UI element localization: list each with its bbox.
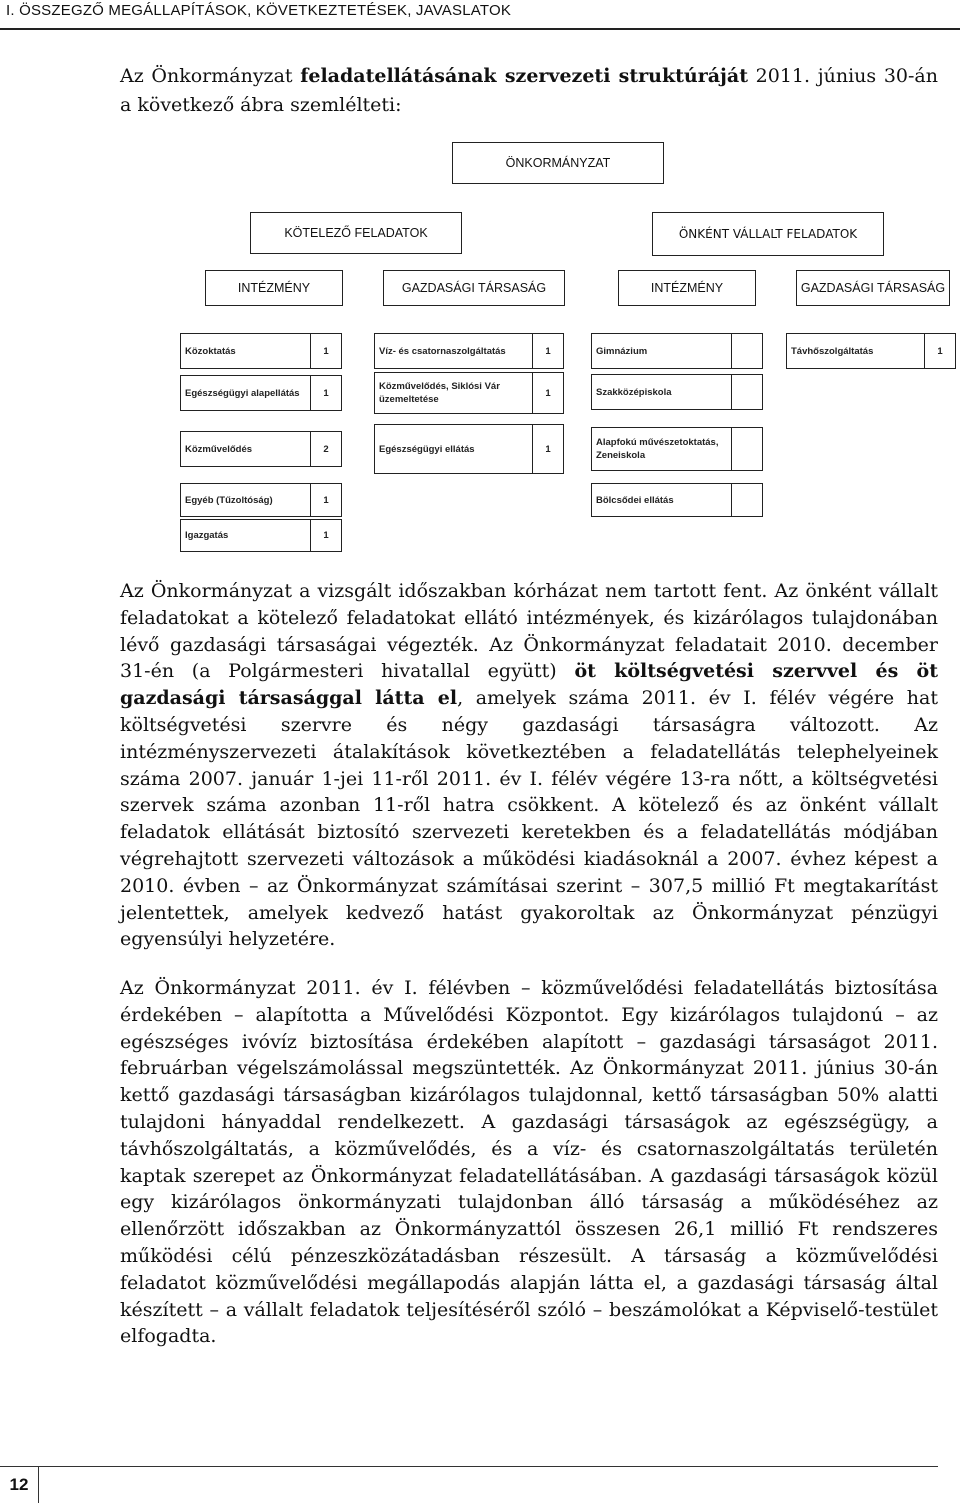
col1-row — [180, 333, 342, 369]
row-label: Közművelődés, Siklósi Vár üzemeltetése — [379, 381, 500, 405]
col3-row — [591, 483, 763, 517]
col2-row — [374, 372, 564, 414]
row-label: Egészségügyi ellátás — [379, 443, 475, 455]
intro-bold: feladatellátásának szervezeti struktúráját — [300, 65, 748, 87]
col1-row — [180, 375, 342, 411]
row-count: 1 — [532, 334, 563, 368]
row-label: Egészségügyi alapellátás — [185, 387, 300, 399]
row-count: 2 — [310, 432, 341, 466]
row-count — [731, 484, 762, 516]
col3-row — [591, 333, 763, 369]
org-vol-institution: INTÉZMÉNY — [618, 270, 756, 306]
row-count: 1 — [310, 484, 341, 516]
intro-paragraph — [120, 62, 938, 120]
header-title: I. ÖSSZEGZŐ MEGÁLLAPÍTÁSOK, KÖVETKEZTETÉSEK, JAVASLATOK — [6, 2, 512, 19]
row-count: 1 — [310, 376, 341, 410]
row-label: Igazgatás — [185, 530, 229, 541]
row-label: Alapfokú művészetoktatás, Zeneiskola — [596, 437, 719, 461]
footer-rule — [0, 1466, 938, 1467]
row-label: Távhőszolgáltatás — [791, 345, 874, 357]
row-label: Víz- és csatornaszolgáltatás — [379, 345, 506, 357]
page-number: 12 — [9, 1474, 29, 1494]
col2-row — [374, 424, 564, 474]
row-label: Bölcsődei ellátás — [596, 494, 674, 506]
row-count — [731, 375, 762, 409]
col2-row — [374, 333, 564, 369]
row-label: Közoktatás — [185, 345, 236, 357]
org-voluntary: ÖNKÉNT VÁLLALT FELADATOK — [652, 212, 884, 256]
row-count: 1 — [532, 373, 563, 413]
org-mand-institution: INTÉZMÉNY — [205, 270, 343, 306]
p1-bold: öt költségvetési szervvel és öt gazdasági társasággal látta el — [120, 660, 938, 710]
row-label: Közművelődés — [185, 443, 253, 455]
p1-text: Az Önkormányzat a vizsgált időszakban kórházat nem tartott fent. Az önként vállalt feladatokat a kötelező feladatokat ellátó intézmények, és kizárólagos tulajdonában lévő gazdasági társaságai végezték. Az Önkormányzat feladatait 2010. december 31-én (a Polgármesteri hivatallal együtt) — [120, 580, 938, 683]
org-vol-company: GAZDASÁGI TÁRSASÁG — [796, 270, 950, 306]
header-rule — [0, 28, 960, 30]
row-count: 1 — [532, 425, 563, 473]
col3-row — [591, 374, 763, 410]
footer-divider — [38, 1466, 39, 1503]
row-count: 1 — [310, 520, 341, 551]
row-count — [731, 334, 762, 368]
row-label: Szakközépiskola — [596, 386, 672, 398]
col4-row — [786, 333, 956, 369]
paragraph-1 — [120, 578, 938, 953]
col1-row — [180, 431, 342, 467]
col1-row — [180, 483, 342, 517]
row-count: 1 — [310, 334, 341, 368]
paragraph-2: Az Önkormányzat 2011. év I. félévben – közművelődési feladatellátás biztosítása érdekében – alapította a Művelődési Központot. Egy kizárólagos tulajdonú – az egészséges ivóvíz biztosítása érdekében alapított – gazdasági társaságot 2011. februárban végelszámolással megszüntették. Az Önkormányzat 2011. június 30-án kettő gazdasági társaságban kizárólagos tulajdonnal, kettő társaságban 50% alatti tulajdoni hányaddal rendelkezett. A gazdasági társaságok az egészségügy, a távhőszolgáltatás, a közművelődés, és a víz- és csatornaszolgáltatás területén kaptak szerepet az Önkormányzat feladatellátásában. A gazdasági társaságok közül egy kizárólagos önkormányzati tulajdonban álló társaság a működéséhez az ellenőrzött időszakban az Önkormányzattól összesen 26,1 millió Ft rendszeres működési célú pénzeszközátadásban részesült. A társaság a közművelődési feladatot közművelődési megállapodás alapján látta el, a gazdasági társaság által készített – a vállalt feladatok teljesítéséről szóló – beszámolókat a Képviselő-testület elfogadta. — [120, 977, 938, 1348]
intro-text-2: 2011. június 30-án a következő ábra szemlélteti: — [120, 65, 938, 116]
org-mand-company: GAZDASÁGI TÁRSASÁG — [383, 270, 565, 306]
col1-row — [180, 519, 342, 552]
p1-rest: , amelyek száma 2011. év I. félév végére hat költségvetési szervre és négy gazdasági társaságra változott. Az intézményszervezeti átalakítások következtében a feladatellátás telephelyeinek száma 2007. január 1-jei 11-ről 2011. év I. félév végére 13-ra nőtt, a költségvetési szervek száma azonban 11-ről hatra csökkent. A kötelező és az önként vállalt feladatok ellátását biztosító szervezeti keretekben és a feladatellátás módjában végrehajtott szervezeti változások a működési kiadásoknál a 2007. évhez képest a 2010. évben – az Önkormányzat számításai szerint – 307,5 millió Ft megtakarítást jelentettek, amelyek kedvező hatást gyakoroltak az Önkormányzat pénzügyi egyensúlyi helyzetére. — [120, 687, 938, 951]
org-root: ÖNKORMÁNYZAT — [452, 142, 664, 184]
row-label: Gimnázium — [596, 345, 648, 357]
col3-row — [591, 427, 763, 471]
row-count: 1 — [924, 334, 955, 368]
intro-text-1: Az Önkormányzat — [120, 65, 301, 87]
row-label: Egyéb (Tűzoltóság) — [185, 494, 273, 506]
row-count — [731, 428, 762, 470]
org-mandatory: KÖTELEZŐ FELADATOK — [250, 212, 462, 254]
